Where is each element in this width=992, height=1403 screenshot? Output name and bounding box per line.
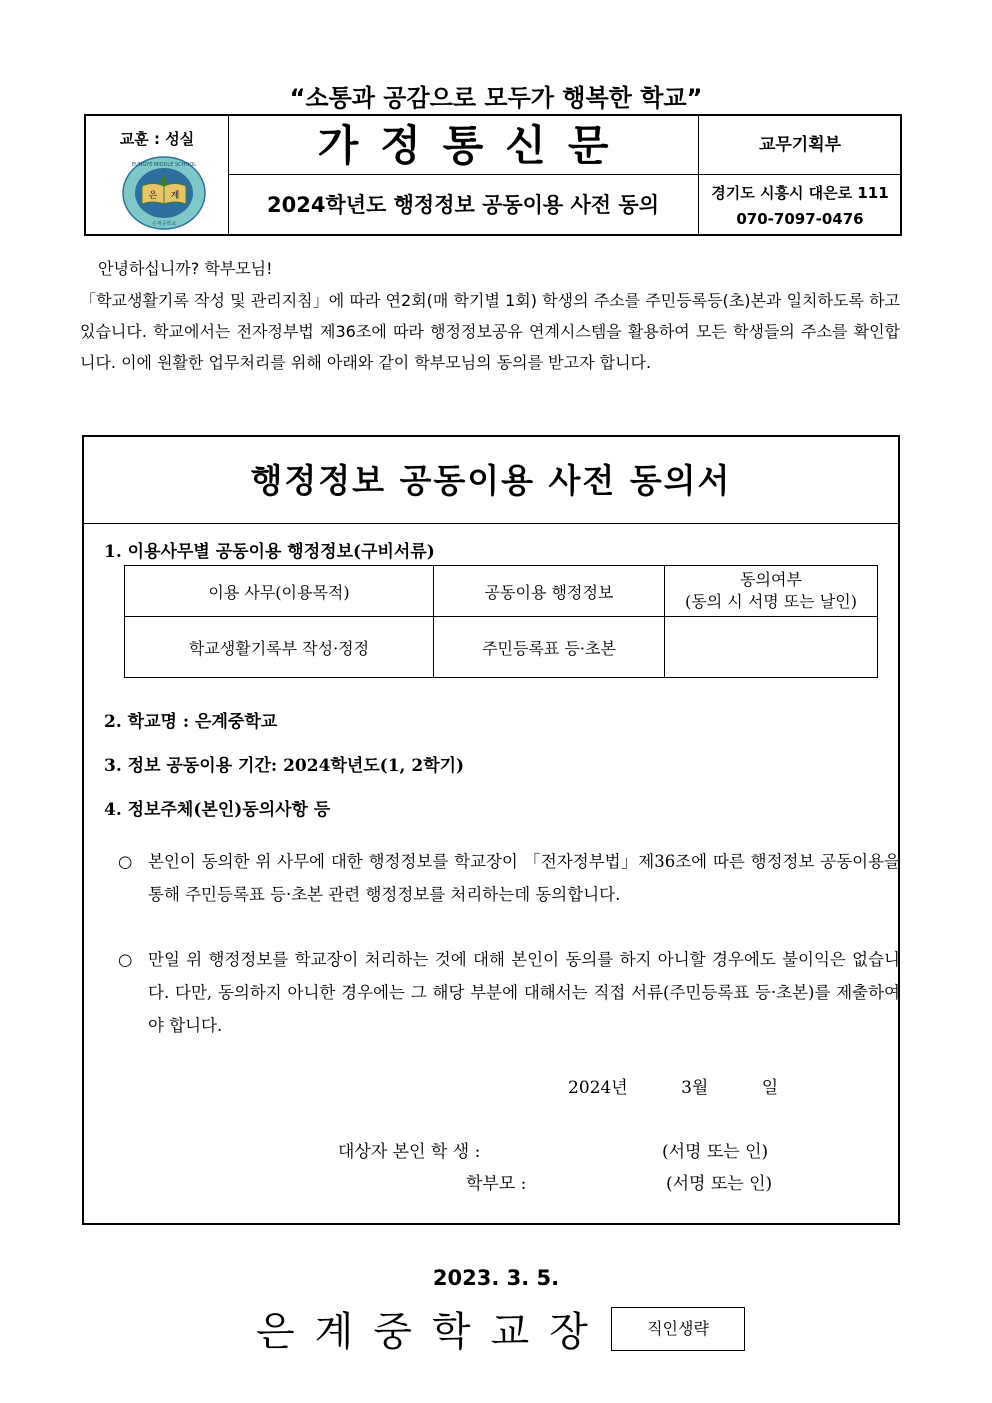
newsletter-header <box>84 114 902 236</box>
school-motto: 교훈 : 성실 <box>119 130 195 148</box>
table-header-consent-note: (동의 시 서명 또는 날인) <box>685 592 857 611</box>
school-logo <box>122 156 206 230</box>
seal-omitted-box: 직인생략 <box>611 1307 745 1351</box>
logo-center-right: 계 <box>170 191 180 201</box>
consent-title-divider <box>84 523 898 524</box>
consent-bullet-text: 본인이 동의한 위 사무에 대한 행정정보를 학교장이 「전자정부법」제36조에 따른 행정정보 공동이용을 통해 주민등록표 등·초본 관련 행정정보를 처리하는데 동의합니다. <box>148 852 900 904</box>
consent-bullet-text: 만일 위 행정정보를 학교장이 처리하는 것에 대해 본인이 동의를 하지 아니할 경우에도 불이익은 없습니다. 다만, 동의하지 아니한 경우에는 그 해당 부분에 대해서는 직접 서류(주민등록표 등·초본)를 제출하여야 합니다. <box>148 950 900 1035</box>
department-name: 교무기획부 <box>758 135 842 155</box>
consent-title: 행정정보 공동이용 사전 동의서 <box>250 461 732 500</box>
document-subtitle: 2024학년도 행정정보 공동이용 사전 동의 <box>267 193 659 217</box>
date-year: 2024년 <box>568 1078 628 1098</box>
consent-form <box>82 435 900 1225</box>
table-header-row <box>125 566 878 617</box>
greeting: 안녕하십니까? 학부모님! <box>98 259 273 278</box>
table-cell-purpose: 학교생활기록부 작성·정정 <box>125 617 434 678</box>
item-2-label: 2. 학교명 : <box>104 712 196 732</box>
table-header-info: 공동이용 행정정보 <box>434 566 665 617</box>
item-4-heading: 4. 정보주체(본인)동의사항 등 <box>104 800 331 820</box>
table-cell-signature[interactable] <box>665 617 878 678</box>
bullet-mark: ○ <box>118 950 133 969</box>
intro-paragraph: 「학교생활기록 작성 및 관리지침」에 따라 연2회(매 학기별 1회) 학생의 주소를 주민등록등(초)본과 일치하도록 하고 있습니다. 학교에서는 전자정부법 제36조에 따라 행정정보공유 연계시스템을 활용하여 모든 학생들의 주소를 확인합니다. 이에 원활한 업무처리를 위해 아래와 같이 학부모님의 동의를 받고자 합니다. <box>80 291 900 372</box>
header-divider <box>228 174 900 175</box>
school-address: 경기도 시흥시 대은로 111 <box>711 184 889 202</box>
school-contact <box>698 180 902 232</box>
item-2 <box>104 707 277 732</box>
consent-bullet <box>118 845 900 911</box>
item-3 <box>104 751 464 776</box>
table-cell-info: 주민등록표 등·초본 <box>434 617 665 678</box>
school-phone: 070-7097-0476 <box>736 210 864 228</box>
table-header-consent-label: 동의여부 <box>740 570 802 589</box>
table-header-consent <box>665 566 878 617</box>
student-label: 대상자 본인 학 생 : <box>338 1142 481 1162</box>
document-title: 가정통신문 <box>317 121 631 170</box>
item-1-heading: 1. 이용사무별 공동이용 행정정보(구비서류) <box>104 542 435 562</box>
consent-bullet <box>118 943 900 1042</box>
item-3-label: 3. 정보 공동이용 기간: <box>104 756 284 776</box>
parent-label: 학부모 : <box>466 1174 527 1194</box>
issue-date: 2023. 3. 5. <box>432 1266 560 1290</box>
logo-ring-text-bottom: 은계중학교 <box>151 221 177 227</box>
consent-date <box>568 1073 778 1098</box>
date-day: 일 <box>761 1078 779 1098</box>
school-name: 은계중학교 <box>195 712 278 732</box>
principal-name: 은계중학교장 <box>256 1309 608 1355</box>
logo-ring-text-top: EUNGYE MIDDLE SCHOOL <box>131 162 197 168</box>
parent-signature-field[interactable]: (서명 또는 인) <box>666 1174 773 1194</box>
table-header-purpose: 이용 사무(이용목적) <box>125 566 434 617</box>
usage-table <box>124 565 878 678</box>
date-month: 3월 <box>681 1078 709 1098</box>
table-row <box>125 617 878 678</box>
period-value: 2024학년도(1, 2학기) <box>283 756 465 776</box>
logo-center-left: 은 <box>148 191 158 201</box>
student-signature-field[interactable]: (서명 또는 인) <box>662 1142 769 1162</box>
bullet-mark: ○ <box>118 852 133 871</box>
school-slogan: “소통과 공감으로 모두가 행복한 학교” <box>289 84 703 112</box>
